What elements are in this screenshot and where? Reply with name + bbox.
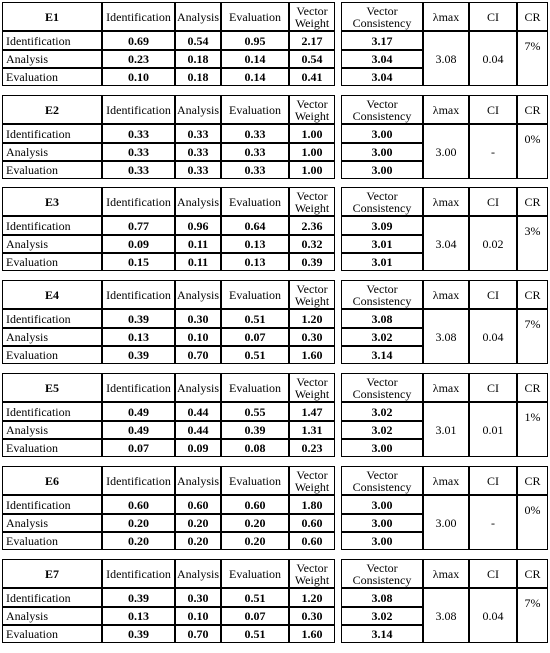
vector-consistency-value: 3.14 [341,346,423,364]
row-label: Identification [2,216,102,235]
matrix-value: 0.18 [175,50,221,68]
lambda-max-value: 3.08 [423,309,469,364]
matrix-value: 0.33 [221,161,289,179]
ci-value: 0.02 [469,216,517,271]
col-header-identification: Identification [102,187,175,216]
ci-value: - [469,124,517,179]
vector-consistency-value: 3.00 [341,495,423,514]
row-label: Analysis [2,421,102,439]
header-line: Weight [294,386,330,401]
col-header-vector-consistency [341,95,423,124]
col-header-analysis: Analysis [175,280,221,309]
matrix-value: 0.33 [102,143,175,161]
vector-consistency-value: 3.09 [341,216,423,235]
col-header-vector-weight [289,187,335,216]
col-header-vector-consistency [341,373,423,402]
col-header-vector-weight [289,2,335,31]
vector-consistency-value: 3.00 [341,124,423,143]
matrix-value: 0.51 [221,309,289,328]
lambda-max-value: 3.04 [423,216,469,271]
ci-value: - [469,495,517,550]
lambda-max-value: 3.01 [423,402,469,457]
matrix-value: 0.09 [102,235,175,253]
col-header-vector-consistency [341,559,423,588]
vector-weight-value: 1.80 [289,495,335,514]
col-header-ci: CI [469,187,517,216]
matrix-value: 0.39 [102,309,175,328]
col-header-vector-consistency [341,466,423,495]
matrix-value: 0.20 [175,532,221,550]
vector-weight-value: 1.20 [289,309,335,328]
expert-label: E3 [2,187,102,216]
row-label: Identification [2,31,102,50]
expert-label: E5 [2,373,102,402]
col-header-analysis: Analysis [175,373,221,402]
header-line: Vector [366,188,398,203]
ci-value: 0.04 [469,588,517,643]
matrix-value: 0.13 [102,328,175,346]
matrix-value: 0.44 [175,402,221,421]
expert-label: E4 [2,280,102,309]
matrix-value: 0.44 [175,421,221,439]
col-header-identification: Identification [102,373,175,402]
vector-weight-value: 0.32 [289,235,335,253]
expert-label: E6 [2,466,102,495]
matrix-value: 0.14 [221,68,289,86]
col-header-cr: CR [517,280,548,309]
header-line: Consistency [352,293,412,308]
cr-value: 0% [517,495,548,550]
matrix-value: 0.39 [102,625,175,643]
header-line: Weight [294,200,330,215]
row-label: Evaluation [2,68,102,86]
expert-label: E7 [2,559,102,588]
vector-weight-value: 2.36 [289,216,335,235]
expert-block-e3 [2,187,548,271]
vector-weight-value: 2.17 [289,31,335,50]
matrix-value: 0.13 [221,235,289,253]
matrix-value: 0.33 [175,161,221,179]
row-label: Analysis [2,143,102,161]
col-header-vector-weight [289,95,335,124]
col-header-cr: CR [517,95,548,124]
col-header-lambda-max: λmax [423,559,469,588]
col-header-vector-weight [289,559,335,588]
col-header-lambda-max: λmax [423,2,469,31]
col-header-lambda-max: λmax [423,466,469,495]
vector-consistency-value: 3.00 [341,161,423,179]
matrix-value: 0.10 [175,607,221,625]
row-label: Analysis [2,607,102,625]
matrix-value: 0.39 [102,588,175,607]
vector-weight-value: 1.60 [289,346,335,364]
vector-weight-value: 1.47 [289,402,335,421]
vector-consistency-value: 3.00 [341,143,423,161]
vector-consistency-value: 3.02 [341,421,423,439]
col-header-analysis: Analysis [175,559,221,588]
col-header-cr: CR [517,559,548,588]
row-label: Analysis [2,235,102,253]
vector-consistency-value: 3.01 [341,253,423,271]
col-header-evaluation: Evaluation [221,559,289,588]
row-label: Evaluation [2,625,102,643]
vector-weight-value: 0.41 [289,68,335,86]
vector-weight-value: 1.31 [289,421,335,439]
matrix-value: 0.49 [102,402,175,421]
vector-weight-value: 1.00 [289,124,335,143]
header-line: Weight [294,15,330,30]
header-line: Vector [296,188,328,203]
col-header-vector-consistency [341,2,423,31]
col-header-lambda-max: λmax [423,95,469,124]
col-header-vector-consistency [341,280,423,309]
expert-block-e4 [2,280,548,364]
matrix-value: 0.18 [175,68,221,86]
vector-weight-value: 0.60 [289,514,335,532]
matrix-value: 0.39 [102,346,175,364]
row-label: Identification [2,588,102,607]
vector-consistency-value: 3.04 [341,68,423,86]
header-line: Weight [294,108,330,123]
lambda-max-value: 3.08 [423,31,469,86]
matrix-value: 0.64 [221,216,289,235]
matrix-value: 0.60 [221,495,289,514]
header-line: Consistency [352,572,412,587]
col-header-ci: CI [469,466,517,495]
header-line: Consistency [352,386,412,401]
matrix-value: 0.10 [102,68,175,86]
matrix-value: 0.07 [102,439,175,457]
row-label: Identification [2,124,102,143]
matrix-value: 0.51 [221,625,289,643]
vector-weight-value: 0.60 [289,532,335,550]
header-line: Vector [366,3,398,18]
col-header-identification: Identification [102,2,175,31]
header-line: Vector [366,467,398,482]
expert-block-e6 [2,466,548,550]
col-header-ci: CI [469,95,517,124]
matrix-value: 0.33 [102,161,175,179]
matrix-value: 0.07 [221,607,289,625]
matrix-value: 0.33 [221,124,289,143]
col-header-lambda-max: λmax [423,187,469,216]
cr-value: 0% [517,124,548,179]
header-line: Vector [366,96,398,111]
col-header-identification: Identification [102,280,175,309]
cr-value: 7% [517,309,548,364]
lambda-max-value: 3.08 [423,588,469,643]
matrix-value: 0.15 [102,253,175,271]
matrix-value: 0.11 [175,253,221,271]
matrix-value: 0.10 [175,328,221,346]
col-header-cr: CR [517,187,548,216]
expert-block-e1 [2,2,548,86]
header-line: Weight [294,479,330,494]
vector-weight-value: 0.30 [289,328,335,346]
matrix-value: 0.95 [221,31,289,50]
row-label: Evaluation [2,346,102,364]
matrix-value: 0.77 [102,216,175,235]
matrix-value: 0.54 [175,31,221,50]
vector-consistency-value: 3.14 [341,625,423,643]
cr-value: 1% [517,402,548,457]
col-header-identification: Identification [102,559,175,588]
matrix-value: 0.33 [102,124,175,143]
vector-weight-value: 1.20 [289,588,335,607]
header-line: Weight [294,572,330,587]
row-label: Evaluation [2,253,102,271]
vector-weight-value: 0.30 [289,607,335,625]
header-line: Consistency [352,479,412,494]
matrix-value: 0.20 [221,514,289,532]
row-label: Evaluation [2,439,102,457]
vector-consistency-value: 3.08 [341,309,423,328]
matrix-value: 0.08 [221,439,289,457]
matrix-value: 0.20 [175,514,221,532]
row-label: Analysis [2,50,102,68]
expert-label: E2 [2,95,102,124]
header-line: Weight [294,293,330,308]
matrix-value: 0.33 [175,143,221,161]
matrix-value: 0.70 [175,625,221,643]
matrix-value: 0.07 [221,328,289,346]
ci-value: 0.04 [469,31,517,86]
matrix-value: 0.51 [221,588,289,607]
col-header-identification: Identification [102,95,175,124]
matrix-value: 0.51 [221,346,289,364]
lambda-max-value: 3.00 [423,495,469,550]
col-header-analysis: Analysis [175,2,221,31]
col-header-vector-weight [289,373,335,402]
row-label: Evaluation [2,161,102,179]
col-header-evaluation: Evaluation [221,373,289,402]
matrix-value: 0.13 [221,253,289,271]
vector-consistency-value: 3.08 [341,588,423,607]
header-line: Vector [366,374,398,389]
vector-consistency-value: 3.01 [341,235,423,253]
header-line: Vector [296,3,328,18]
ci-value: 0.04 [469,309,517,364]
col-header-evaluation: Evaluation [221,187,289,216]
header-line: Vector [296,96,328,111]
matrix-value: 0.70 [175,346,221,364]
row-label: Evaluation [2,532,102,550]
ci-value: 0.01 [469,402,517,457]
row-label: Analysis [2,328,102,346]
matrix-value: 0.55 [221,402,289,421]
matrix-value: 0.49 [102,421,175,439]
matrix-value: 0.20 [102,514,175,532]
col-header-analysis: Analysis [175,95,221,124]
cr-value: 3% [517,216,548,271]
matrix-value: 0.13 [102,607,175,625]
header-line: Vector [296,281,328,296]
header-line: Vector [366,281,398,296]
expert-block-e5 [2,373,548,457]
expert-label: E1 [2,2,102,31]
col-header-ci: CI [469,559,517,588]
col-header-ci: CI [469,280,517,309]
header-line: Consistency [352,15,412,30]
vector-weight-value: 0.23 [289,439,335,457]
header-line: Vector [296,467,328,482]
vector-consistency-value: 3.02 [341,607,423,625]
col-header-evaluation: Evaluation [221,280,289,309]
col-header-cr: CR [517,373,548,402]
row-label: Identification [2,309,102,328]
vector-weight-value: 1.00 [289,143,335,161]
col-header-ci: CI [469,373,517,402]
col-header-cr: CR [517,2,548,31]
col-header-lambda-max: λmax [423,280,469,309]
col-header-identification: Identification [102,466,175,495]
matrix-value: 0.20 [102,532,175,550]
col-header-vector-weight [289,466,335,495]
matrix-value: 0.96 [175,216,221,235]
matrix-value: 0.09 [175,439,221,457]
vector-consistency-value: 3.00 [341,532,423,550]
vector-weight-value: 1.60 [289,625,335,643]
matrix-value: 0.39 [221,421,289,439]
expert-block-e7 [2,559,548,643]
vector-consistency-value: 3.04 [341,50,423,68]
vector-consistency-value: 3.00 [341,439,423,457]
col-header-vector-consistency [341,187,423,216]
matrix-value: 0.30 [175,309,221,328]
cr-value: 7% [517,31,548,86]
col-header-analysis: Analysis [175,466,221,495]
matrix-value: 0.20 [221,532,289,550]
cr-value: 7% [517,588,548,643]
header-line: Vector [296,560,328,575]
vector-consistency-value: 3.00 [341,514,423,532]
col-header-lambda-max: λmax [423,373,469,402]
col-header-cr: CR [517,466,548,495]
header-line: Vector [366,560,398,575]
vector-consistency-value: 3.02 [341,402,423,421]
expert-block-e2 [2,95,548,179]
vector-weight-value: 1.00 [289,161,335,179]
col-header-ci: CI [469,2,517,31]
matrix-value: 0.69 [102,31,175,50]
header-line: Vector [296,374,328,389]
matrix-value: 0.30 [175,588,221,607]
matrix-value: 0.33 [175,124,221,143]
header-line: Consistency [352,108,412,123]
vector-weight-value: 0.54 [289,50,335,68]
row-label: Identification [2,495,102,514]
col-header-evaluation: Evaluation [221,2,289,31]
matrix-value: 0.23 [102,50,175,68]
matrix-value: 0.11 [175,235,221,253]
matrix-value: 0.60 [175,495,221,514]
col-header-analysis: Analysis [175,187,221,216]
matrix-value: 0.14 [221,50,289,68]
col-header-evaluation: Evaluation [221,466,289,495]
vector-consistency-value: 3.02 [341,328,423,346]
vector-weight-value: 0.39 [289,253,335,271]
matrix-value: 0.60 [102,495,175,514]
col-header-evaluation: Evaluation [221,95,289,124]
matrix-value: 0.33 [221,143,289,161]
col-header-vector-weight [289,280,335,309]
vector-consistency-value: 3.17 [341,31,423,50]
row-label: Identification [2,402,102,421]
row-label: Analysis [2,514,102,532]
header-line: Consistency [352,200,412,215]
lambda-max-value: 3.00 [423,124,469,179]
